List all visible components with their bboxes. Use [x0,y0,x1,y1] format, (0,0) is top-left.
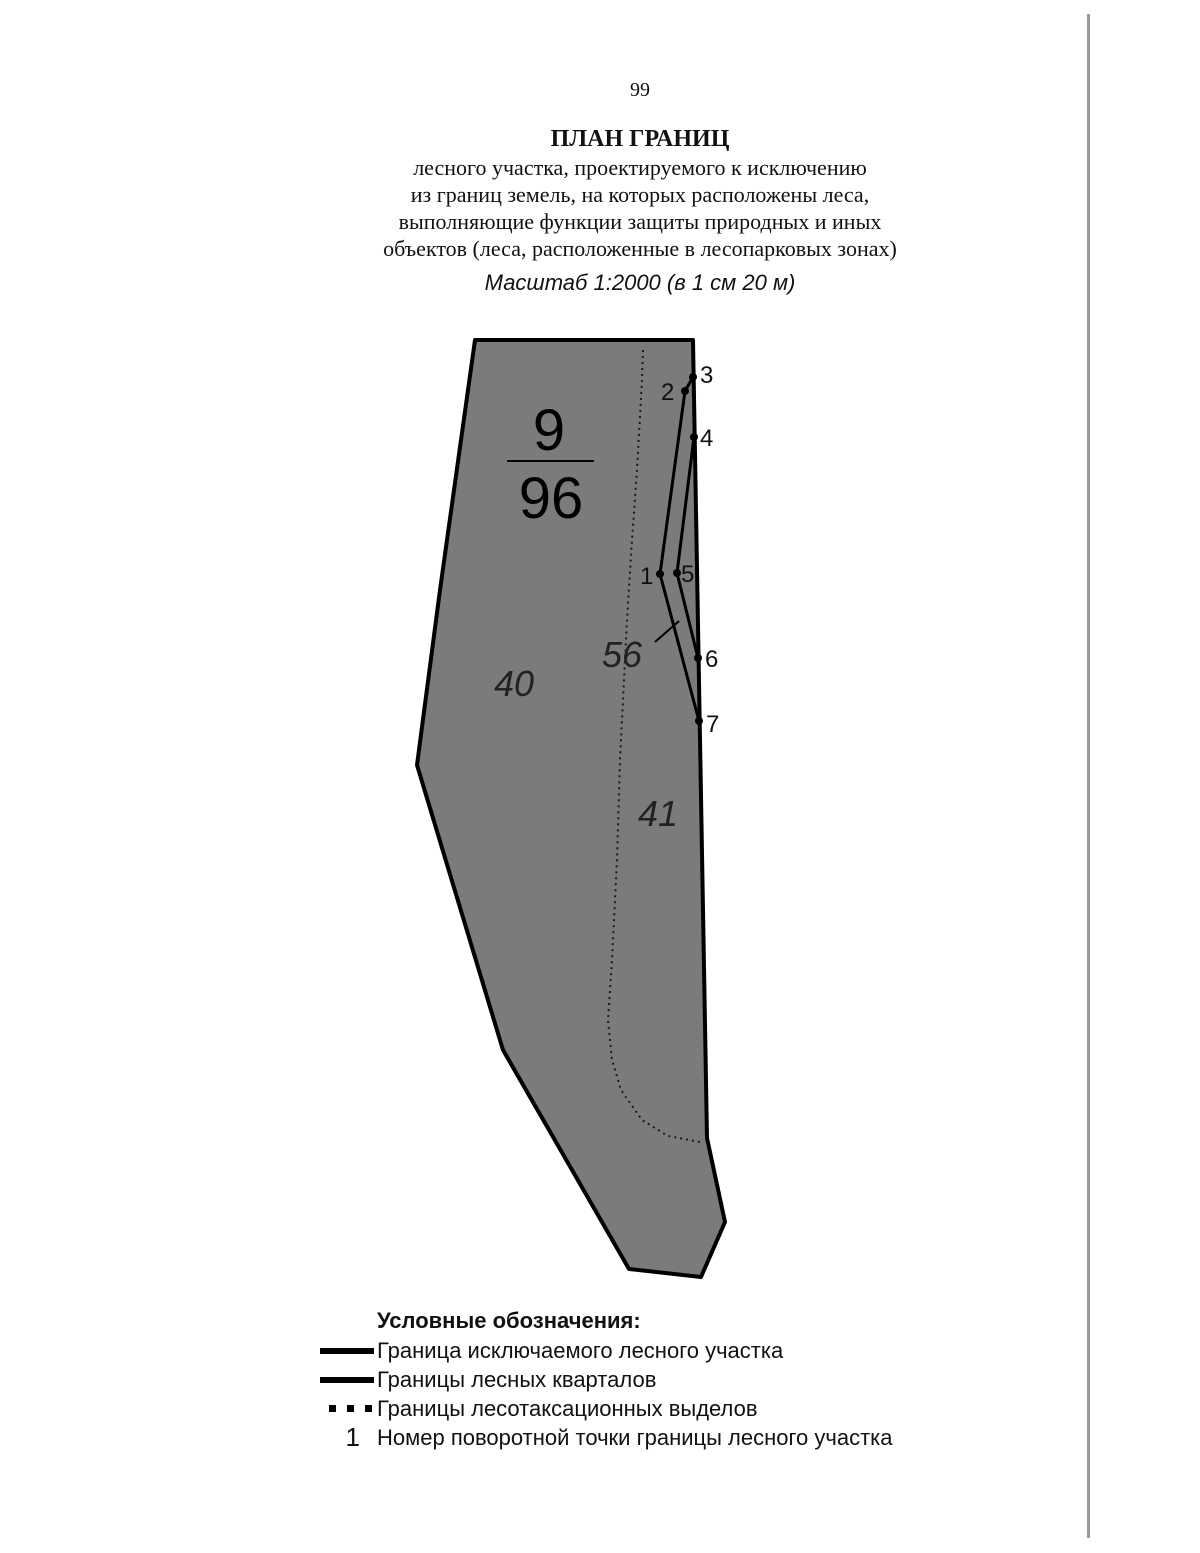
legend-item-quarter-boundaries [318,1365,893,1394]
legend-label: Границы лесных кварталов [377,1367,657,1392]
turning-point-3 [689,373,697,381]
legend-item-turning-point-number [318,1423,893,1452]
quarter-label-numerator: 9 [532,398,566,463]
turning-point-6 [694,654,702,662]
turning-point-label-7: 7 [706,711,720,738]
subtitle-line-3: выполняющие функции защиты природных и иных [398,209,882,234]
turning-point-label-1: 1 [640,563,654,590]
turning-point-5 [673,569,681,577]
subtitle-line-1: лесного участка, проектируемого к исключению [413,155,867,180]
legend-label: Номер поворотной точки границы лесного участка [377,1425,893,1450]
quarter-label-denominator: 96 [518,466,584,531]
turning-point-4 [690,433,698,441]
subtitle-line-2: из границ земель, на которых расположены леса, [410,182,870,207]
turning-point-label-3: 3 [700,362,714,389]
turning-point-2 [681,387,689,395]
turning-point-7 [695,717,703,725]
subtitle-line-4: объектов (леса, расположенные в лесопарковых зонах) [383,236,897,261]
turning-point-label-4: 4 [700,425,714,452]
legend-symbol-number [318,1423,374,1452]
turning-point-label-6: 6 [705,646,719,673]
allotment-label-56: 56 [602,634,643,675]
legend-symbol-solid-line [318,1336,374,1365]
legend-symbol-number-text: 1 [345,1422,360,1452]
turning-point-label-2: 2 [661,379,675,406]
page-number: 99 [630,79,650,101]
allotment-label-40: 40 [494,663,535,704]
turning-point-1 [656,570,664,578]
legend-symbol-solid-line [318,1365,374,1394]
legend-label: Границы лесотаксационных выделов [377,1396,758,1421]
page-title: ПЛАН ГРАНИЦ [550,126,730,152]
legend-symbol-dotted-line [318,1394,374,1423]
map-scale: Масштаб 1:2000 (в 1 см 20 м) [484,270,796,295]
turning-point-label-5: 5 [681,561,695,588]
allotment-label-41: 41 [638,793,679,834]
legend-title: Условные обозначения: [377,1308,641,1333]
legend-item-allotment-boundaries [318,1394,893,1423]
legend [318,1306,893,1452]
legend-label: Граница исключаемого лесного участка [377,1338,784,1363]
legend-item-excluded-boundary [318,1336,893,1365]
